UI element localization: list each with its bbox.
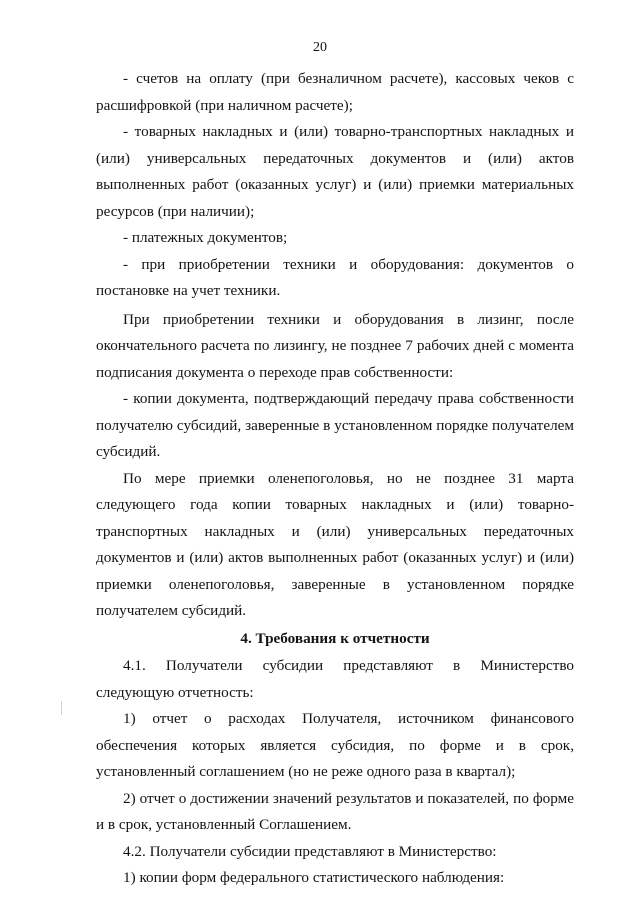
list-item-expense-report: 1) отчет о расходах Получателя, источником финансового обеспечения которых является субсидия, по форме и в срок, установленный соглашением (но не реже одного раза в квартал); [96, 710, 574, 780]
paragraph-4-1: 4.1. Получатели субсидии представляют в Министерство следующую отчетность: [96, 657, 574, 701]
paragraph-leasing: При приобретении техники и оборудования в лизинг, после окончательного расчета по лизингу, не позднее 7 рабочих дней с момента подписания документа о переходе прав собственности: [96, 310, 574, 381]
list-item-invoices: - счетов на оплату (при безналичном расчете), кассовых чеков с расшифровкой (при наличном расчете); [96, 70, 574, 114]
list-item-statistics-forms: 1) копии форм федерального статистического наблюдения: [123, 869, 505, 886]
list-item-payment-docs: - платежных документов; [123, 229, 288, 246]
scan-mark [61, 701, 62, 715]
document-body [96, 66, 574, 892]
paragraph-4-2: 4.2. Получатели субсидии представляют в Министерство: [123, 842, 497, 860]
section-heading: 4. Требования к отчетности [240, 629, 430, 647]
list-item-waybills: - товарных накладных и (или) товарно-транспортных накладных и (или) универсальных передаточных документов и (или) актов выполненных работ (оказанных услуг) и (или) приемки материальных ресурсов (при наличии); [96, 123, 574, 220]
list-item-ownership-copy: - копии документа, подтверждающий передачу права собственности получателю субсидий, заверенные в установленном порядке получателем субсидий. [96, 390, 574, 460]
list-item-registration: - при приобретении техники и оборудования: документов о постановке на учет техники. [96, 255, 574, 299]
list-item-results-report: 2) отчет о достижении значений результатов и показателей, по форме и в срок, установленный Соглашением. [96, 789, 574, 833]
paragraph-reindeer: По мере приемки оленепоголовья, но не позднее 31 марта следующего года копии товарных накладных и (или) товарно-транспортных накладных и (или) универсальных передаточных документов и (или) актов выполненных работ (оказанных услуг) и (или) приемки оленепоголовья, заверенные в установленном порядке получателем субсидий. [96, 469, 574, 619]
page-number: 20 [313, 40, 327, 55]
